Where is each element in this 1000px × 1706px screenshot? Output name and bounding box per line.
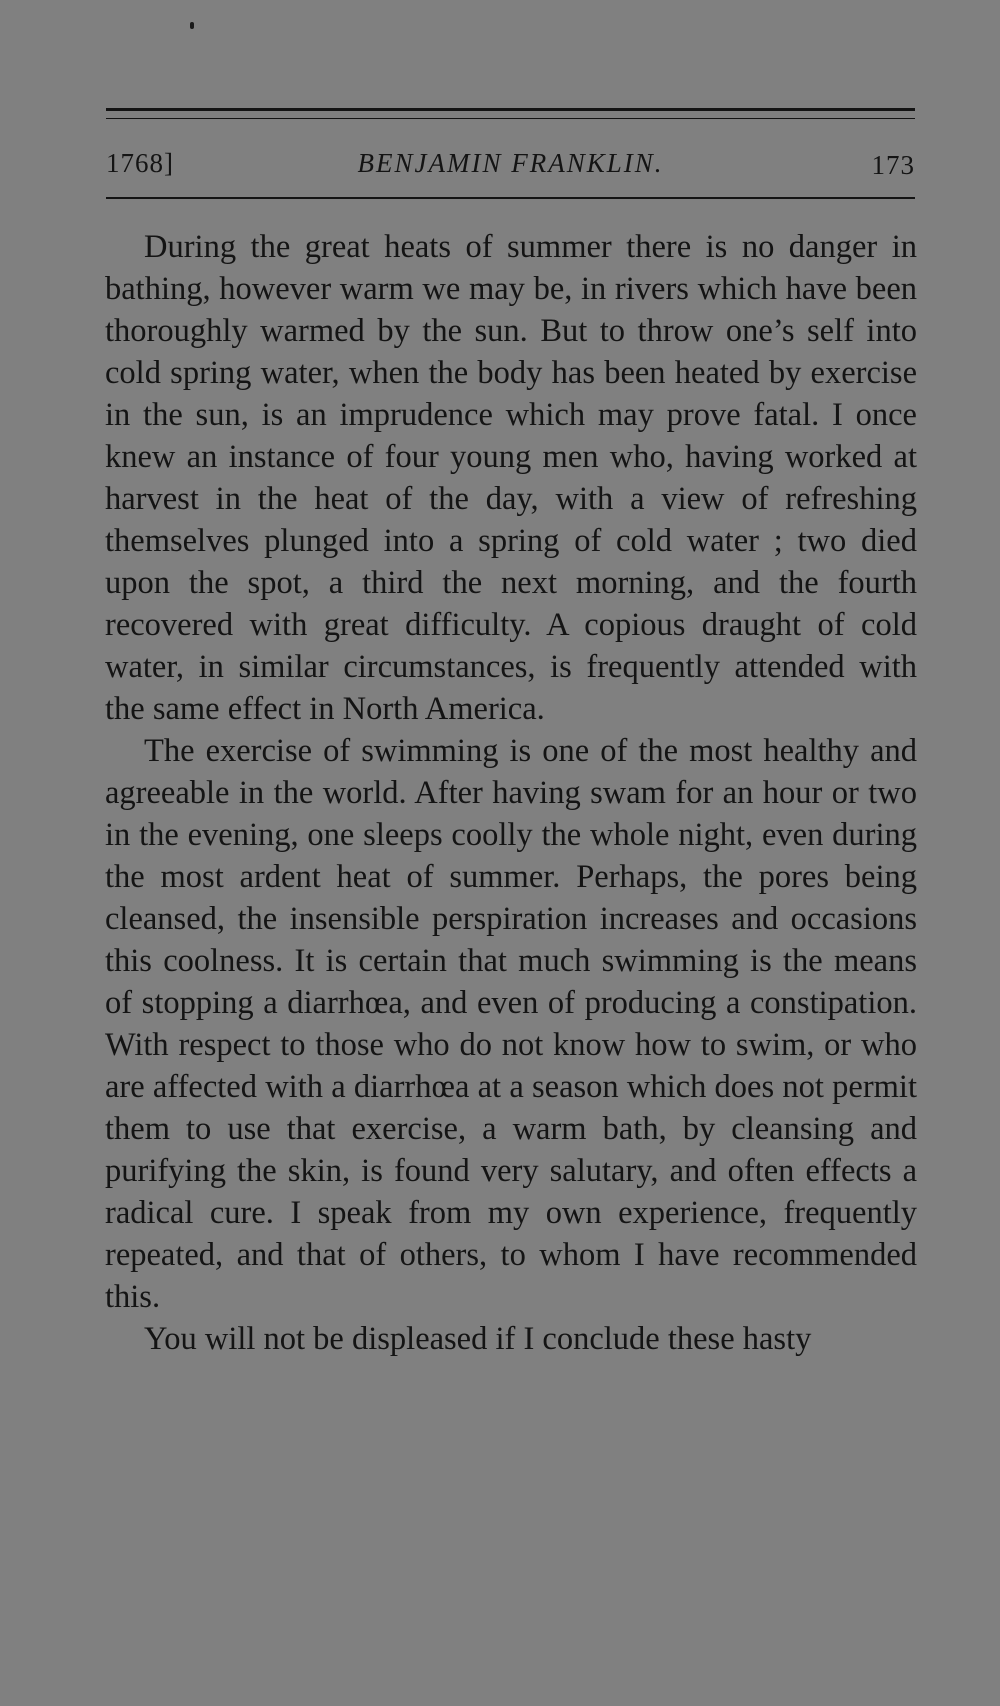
running-head-title: BENJAMIN FRANKLIN. bbox=[357, 148, 664, 178]
paragraph-swimming: The exercise of swimming is one of the most healthy and agreeable in the world. After having swam for an hour or two in the evening, one sleeps coolly the whole night, even during the most ardent heat of summer. Perhaps, the pores being cleansed, the insensible perspiration increases and occasions this coolness. It is certain that much swimming is the means of stopping a diarrhœa, and even of producing a constipation. With respect to those who do not know how to swim, or who are affected with a diarrhœa at a season which does not permit them to use that exercise, a warm bath, by cleansing and purifying the skin, is found very salutary, and often effects a radical cure. I speak from my own experience, frequently repeated, and that of others, to whom I have recommended this. bbox=[105, 733, 917, 1315]
ink-speck bbox=[190, 22, 194, 29]
page-number: 173 bbox=[871, 150, 915, 180]
header-rule bbox=[106, 197, 915, 199]
paragraph-bathing: During the great heats of summer there is no danger in bathing, however warm we may be, in rivers which have been thoroughly warmed by the sun. But to throw one’s self into cold spring water, when the body has been heated by exercise in the sun, is an imprudence which may prove fatal. I once knew an instance of four young men who, having worked at harvest in the heat of the day, with a view of refreshing themselves plunged into a spring of cold water ; two died upon the spot, a third the next morning, and the fourth recovered with great difficulty. A copious draught of cold water, in similar circumstances, is frequently attended with the same effect in North America. bbox=[105, 229, 917, 727]
top-rule-thin bbox=[106, 118, 915, 119]
paragraph-conclusion: You will not be displeased if I conclude these hasty bbox=[144, 1321, 812, 1357]
running-head-year: 1768] bbox=[106, 148, 174, 178]
running-head bbox=[106, 148, 915, 188]
top-rule-thick bbox=[106, 108, 915, 111]
body-text bbox=[105, 226, 917, 1360]
